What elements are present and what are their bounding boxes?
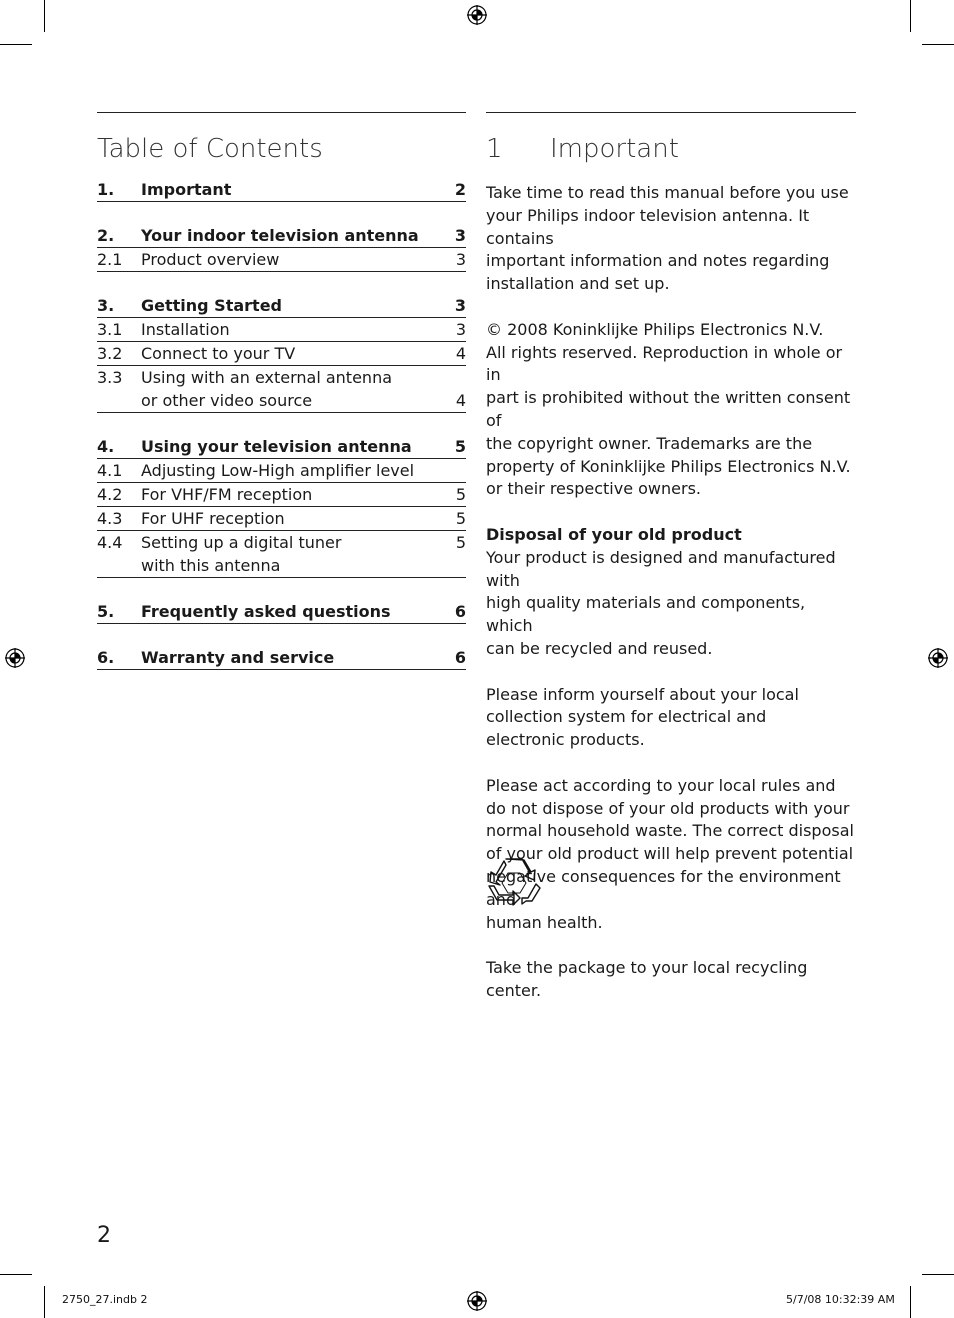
toc-title: Table of Contents: [97, 134, 323, 164]
toc-entry-number: 6.: [97, 648, 115, 667]
toc-entry-number: 3.2: [97, 344, 123, 363]
toc-entry[interactable]: [97, 483, 466, 507]
toc-entry[interactable]: [97, 507, 466, 531]
disposal-paragraph: Please inform yourself about your local collection system for electrical and electronic products.: [486, 684, 799, 750]
date-slug: 5/7/08 10:32:39 AM: [786, 1293, 895, 1306]
crop-mark: [922, 44, 954, 45]
toc-entry-label: Installation: [141, 320, 230, 339]
table-of-contents: [97, 112, 466, 670]
toc-entry-page: 3: [455, 320, 466, 339]
toc-entry-page: 5: [455, 485, 466, 504]
toc-entry[interactable]: [97, 366, 466, 413]
toc-entry[interactable]: [97, 459, 466, 483]
toc-entry[interactable]: [97, 224, 466, 248]
toc-entry-label: Frequently asked questions: [141, 602, 391, 621]
toc-entry-page: 3: [454, 296, 466, 315]
toc-entry-number: 4.: [97, 437, 115, 456]
crop-mark: [910, 1286, 911, 1318]
registration-mark-icon: [466, 1290, 488, 1312]
toc-entry-page: 5: [454, 437, 466, 456]
disposal-paragraph: Please act according to your local rules and do not dispose of your old products with your normal household waste. The correct disposal of your old product will help prevent potential negative consequences for the environment and human health.: [486, 775, 854, 932]
toc-entry[interactable]: [97, 531, 466, 578]
toc-entry-number: 3.: [97, 296, 115, 315]
toc-entry-page: 3: [455, 250, 466, 269]
toc-entry-number: 2.1: [97, 250, 123, 269]
recycle-icon: [486, 855, 542, 909]
toc-entry-label: Adjusting Low-High amplifier level: [141, 461, 415, 480]
disposal-paragraph: Take the package to your local recycling center.: [486, 958, 808, 1000]
toc-entry-label: For VHF/FM reception: [141, 485, 313, 504]
toc-entry-label: Using your television antenna: [141, 437, 412, 456]
crop-mark: [910, 0, 911, 32]
toc-entry[interactable]: [97, 248, 466, 272]
toc-entry-number: 3.3: [97, 368, 123, 387]
toc-list: [97, 178, 466, 670]
toc-entry-label: Important: [141, 180, 232, 199]
section-number: 1: [486, 134, 503, 164]
page-number: 2: [97, 1223, 111, 1248]
crop-mark: [0, 44, 32, 45]
toc-entry-number: 4.3: [97, 509, 123, 528]
toc-entry-label: Connect to your TV: [141, 344, 296, 363]
section-heading: [486, 132, 856, 166]
toc-entry-number: 2.: [97, 226, 115, 245]
toc-entry-number: 4.2: [97, 485, 123, 504]
toc-entry[interactable]: [97, 294, 466, 318]
top-rule: [97, 112, 466, 113]
toc-entry[interactable]: [97, 435, 466, 459]
toc-entry[interactable]: [97, 342, 466, 366]
disposal-heading: Disposal of your old product: [486, 524, 742, 544]
crop-mark: [44, 0, 45, 32]
toc-entry[interactable]: [97, 178, 466, 202]
toc-entry-page: 3: [454, 226, 466, 245]
toc-entry-number: 5.: [97, 602, 115, 621]
toc-entry[interactable]: [97, 600, 466, 624]
toc-entry-page: 2: [454, 180, 466, 199]
file-slug: 2750_27.indb 2: [62, 1293, 148, 1306]
intro-paragraph: Take time to read this manual before you use your Philips indoor television antenna. It contains important information and notes regarding installation and set up.: [486, 183, 849, 294]
crop-mark: [0, 1274, 32, 1275]
crop-mark: [922, 1274, 954, 1275]
toc-entry-label: Product overview: [141, 250, 280, 269]
toc-entry-number: 3.1: [97, 320, 123, 339]
registration-mark-icon: [4, 647, 26, 669]
toc-entry-label: Warranty and service: [141, 648, 335, 667]
toc-entry-page: 5: [455, 509, 466, 528]
toc-entry-number: 4.1: [97, 461, 123, 480]
copyright-paragraph: © 2008 Koninklijke Philips Electronics N.V. All rights reserved. Reproduction in whole or in part is prohibited without the written consent of the copyright owner. Trademarks are the property of Koninklijke Philips Electronics N.V. or their respective owners.: [486, 319, 851, 499]
disposal-paragraph: Your product is designed and manufactured with high quality materials and components, which can be recycled and reused.: [486, 547, 836, 658]
toc-entry-number: 1.: [97, 180, 115, 199]
toc-entry[interactable]: [97, 318, 466, 342]
toc-entry[interactable]: [97, 646, 466, 670]
toc-entry-number: 4.4: [97, 533, 123, 552]
toc-entry-page: 6: [454, 648, 466, 667]
toc-entry-label: Getting Started: [141, 296, 282, 315]
section-title: Important: [550, 134, 679, 164]
crop-mark: [44, 1286, 45, 1318]
toc-entry-page: [446, 459, 466, 482]
toc-entry-page: 4: [455, 391, 466, 410]
toc-entry-page: 4: [455, 344, 466, 363]
registration-mark-icon: [466, 4, 488, 26]
registration-mark-icon: [927, 647, 949, 669]
toc-entry-label: Your indoor television antenna: [141, 226, 419, 245]
top-rule: [486, 112, 856, 113]
toc-entry-label: Setting up a digital tuner with this antenna: [141, 533, 342, 575]
toc-entry-page: 6: [454, 602, 466, 621]
toc-entry-label: Using with an external antenna or other video source: [141, 368, 393, 410]
toc-entry-label: For UHF reception: [141, 509, 285, 528]
toc-entry-page: 5: [455, 533, 466, 552]
